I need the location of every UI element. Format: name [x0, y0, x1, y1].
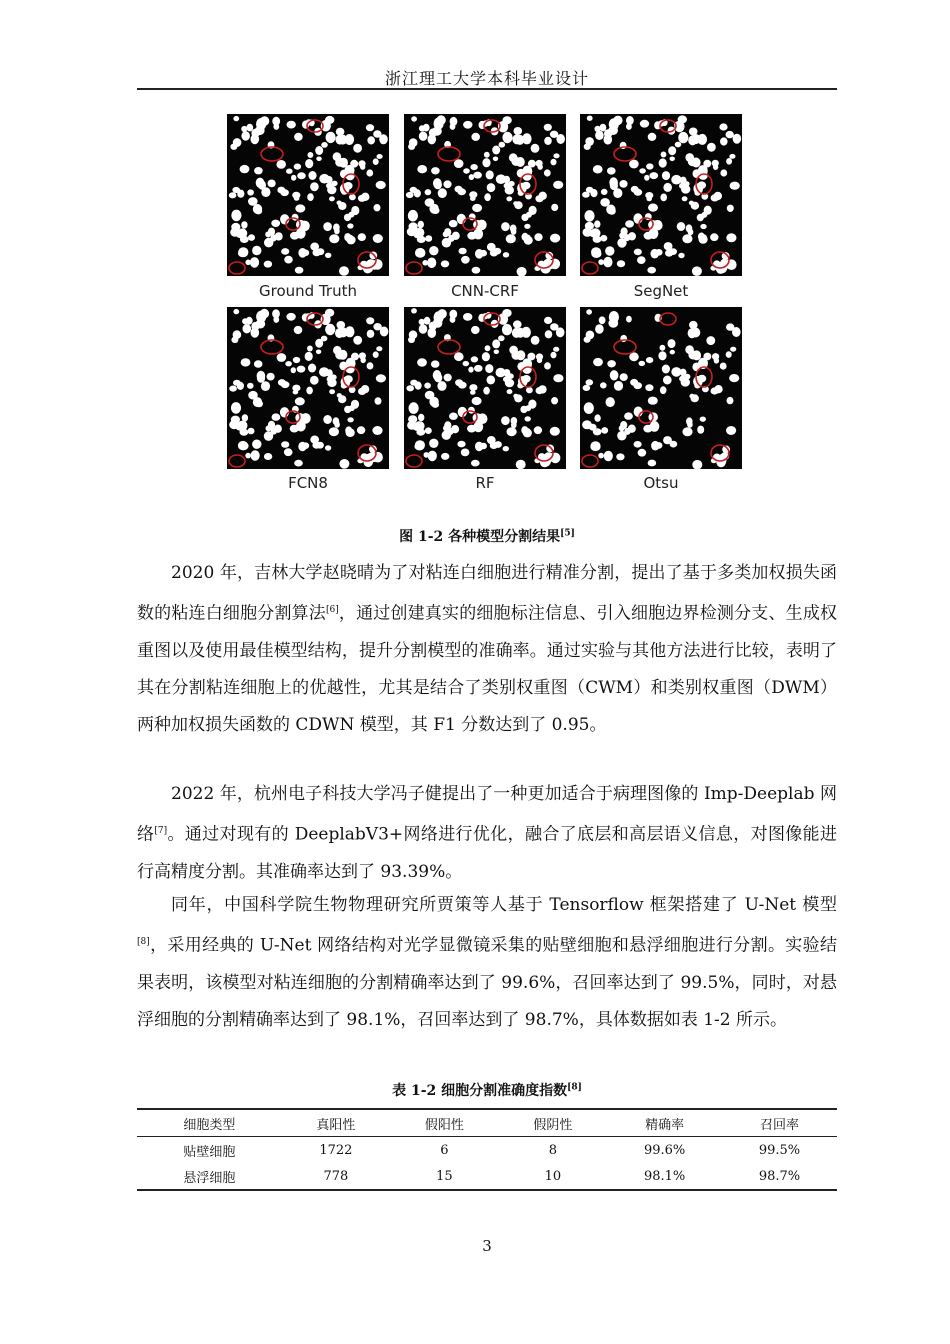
table-caption-text: 表 1-2 细胞分割准确度指数: [392, 1083, 568, 1099]
panel-fcn8: [227, 307, 389, 469]
accuracy-table: [137, 1108, 837, 1191]
panel-segnet: [580, 114, 742, 276]
table-caption: [137, 1080, 837, 1100]
column-header: 真阳性: [316, 1117, 356, 1133]
table-caption-ref: [8]: [567, 1082, 582, 1093]
figure-caption: [137, 526, 837, 546]
table-cell: 6: [440, 1142, 449, 1158]
panel-otsu: [580, 307, 742, 469]
paragraph-text: ，采用经典的 U-Net 网络结构对光学显微镜采集的贴壁细胞和悬浮细胞进行分割。实验结果表明，该模型对粘连细胞的分割精确率达到了 99.6%，召回率达到了 99.5%，同时，对悬浮细胞的分割精确率达到了 98.1%，召回率达到了 98.7%，具体数据如表 1-2 所示。: [137, 935, 837, 1030]
table-cell: 8: [548, 1142, 558, 1158]
table-cell: 悬浮细胞: [183, 1170, 236, 1186]
citation: [7]: [154, 826, 168, 836]
column-header: 细胞类型: [183, 1117, 236, 1133]
segmentation-figure: [227, 114, 747, 498]
running-header: 浙江理工大学本科毕业设计: [384, 69, 589, 88]
panel-label: SegNet: [633, 282, 689, 300]
panel-label: Ground Truth: [259, 282, 357, 300]
panel-label: FCN8: [288, 474, 328, 492]
table-row: [137, 1163, 837, 1190]
table-row: [137, 1137, 837, 1164]
paragraph: [137, 776, 837, 891]
figure-caption-text: 图 1-2 各种模型分割结果: [399, 529, 561, 545]
paragraph-text: ，通过创建真实的细胞标注信息、引入细胞边界检测分支、生成权重图以及使用最佳模型结构，提升分割模型的准确率。通过实验与其他方法进行比较，表明了其在分割粘连细胞上的优越性，尤其是结合了类别权重图（CWM）和类别权重图（DWM）两种加权损失函数的 CDWN 模型，其 F1 分数达到了 0.95。: [137, 603, 838, 735]
paragraph-text: 。通过对现有的 DeeplabV3+网络进行优化，融合了底层和高层语义信息，对图像能进行高精度分割。其准确率达到了 93.39%。: [137, 824, 838, 882]
header-rule: [137, 88, 837, 90]
citation: [6]: [326, 605, 339, 615]
panel-rf: [404, 307, 566, 469]
panel-cnn-crf: [404, 114, 566, 276]
panel-label: RF: [475, 474, 495, 492]
column-header: 召回率: [760, 1117, 800, 1133]
paragraph: [137, 887, 837, 1039]
table-cell: 99.5%: [758, 1142, 801, 1158]
panel-ground-truth: [227, 114, 389, 276]
table-cell: 98.7%: [758, 1168, 801, 1184]
column-header: 假阳性: [424, 1117, 464, 1133]
table-cell: 99.6%: [643, 1142, 686, 1158]
table-cell: 1722: [319, 1142, 353, 1158]
citation: [8]: [137, 937, 150, 947]
column-header: 假阴性: [533, 1117, 573, 1133]
paragraph-text: 2022 年，杭州电子科技大学冯子健提出了一种更加适合于病理图像的 Imp-Deeplab 网络: [137, 784, 837, 845]
panel-label: Otsu: [643, 474, 679, 492]
table-cell: 15: [436, 1168, 453, 1184]
paragraph-text: 2020 年，吉林大学赵晓晴为了对粘连白细胞进行精准分割，提出了基于多类加权损失函数的粘连白细胞分割算法: [137, 563, 837, 624]
table-cell: 贴壁细胞: [183, 1144, 236, 1160]
table-cell: 10: [544, 1168, 562, 1184]
panel-label: CNN-CRF: [451, 282, 519, 300]
table-cell: 98.1%: [643, 1168, 686, 1184]
figure-caption-ref: [5]: [560, 528, 575, 539]
table-cell: 778: [323, 1168, 349, 1184]
paragraph: [137, 555, 837, 744]
page-number: 3: [482, 1237, 492, 1255]
table-header-row: [137, 1109, 837, 1137]
paragraph-text: 同年，中国科学院生物物理研究所贾策等人基于 Tensorflow 框架搭建了 U-Net 模型: [171, 895, 837, 915]
column-header: 精确率: [645, 1117, 685, 1133]
